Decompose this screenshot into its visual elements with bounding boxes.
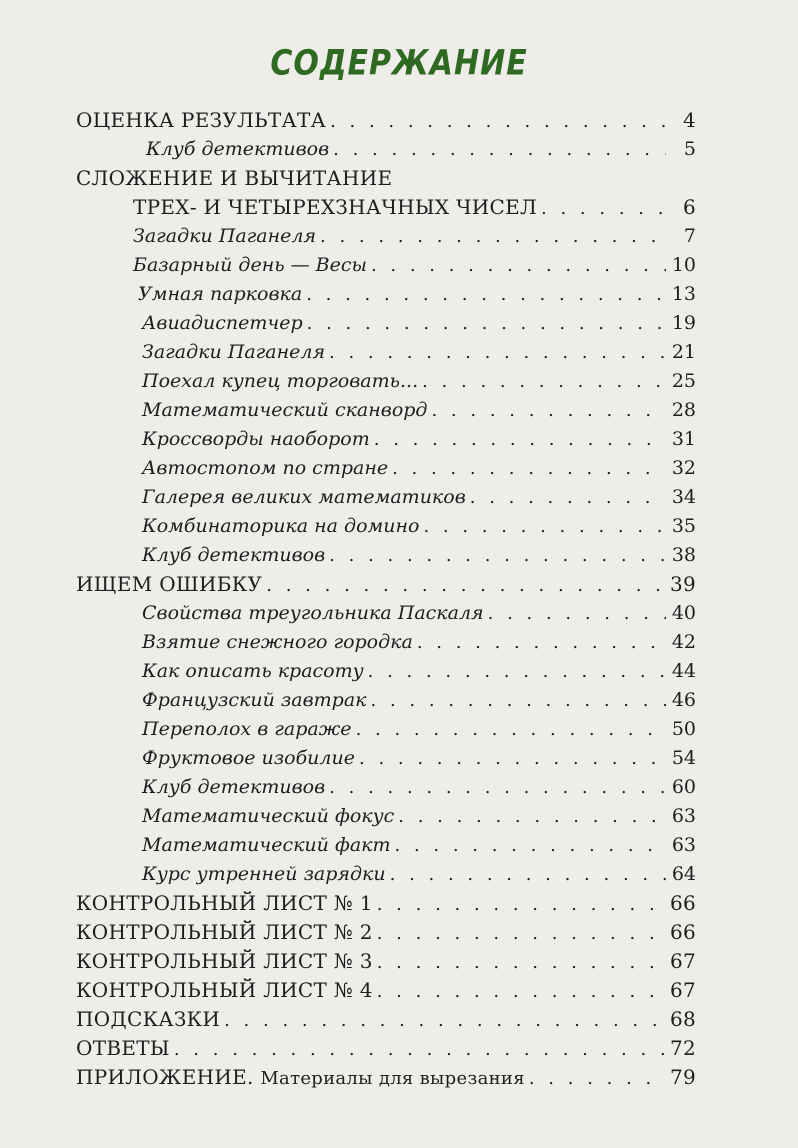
toc-entry-page: 72 xyxy=(669,1036,696,1060)
toc-entry-page: 31 xyxy=(671,428,696,450)
toc-entry-label: Кроссворды наоборот xyxy=(142,428,370,450)
toc-entry-page: 67 xyxy=(669,949,696,973)
toc-entry-label: Курс утренней зарядки xyxy=(142,863,386,885)
dot-leader xyxy=(377,890,664,919)
toc-entry xyxy=(76,947,696,976)
toc-entry-page: 25 xyxy=(671,370,696,392)
toc-entry-page: 28 xyxy=(671,399,696,421)
toc-entry-page: 60 xyxy=(671,776,696,798)
dot-leader xyxy=(356,715,666,744)
dot-leader xyxy=(224,1006,664,1035)
toc-entry xyxy=(76,1005,696,1034)
toc-entry xyxy=(142,657,696,686)
toc-entry-label: Базарный день — Весы xyxy=(133,254,367,276)
dot-leader xyxy=(392,454,666,483)
toc-entry-page: 46 xyxy=(671,689,696,711)
toc-entry xyxy=(142,599,696,628)
toc-entry xyxy=(76,1063,696,1092)
toc-entry-page: 10 xyxy=(671,254,696,276)
toc-entry-page: 50 xyxy=(671,718,696,740)
toc-entry xyxy=(142,396,696,425)
dot-leader xyxy=(359,744,666,773)
dot-leader xyxy=(374,425,666,454)
dot-leader xyxy=(488,599,666,628)
dot-leader xyxy=(330,107,666,136)
toc-entry-label: Загадки Паганеля xyxy=(142,341,326,363)
toc-entry-label: Клуб детективов xyxy=(142,776,326,798)
dot-leader xyxy=(541,194,666,223)
toc-entry-label: ТРЕХ- И ЧЕТЫРЕХЗНАЧНЫХ ЧИСЕЛ xyxy=(133,195,538,219)
toc-entry xyxy=(133,222,696,251)
toc-entry-page: 35 xyxy=(671,515,696,537)
page-title: СОДЕРЖАНИЕ xyxy=(270,43,528,84)
dot-leader xyxy=(395,831,666,860)
toc-entry xyxy=(142,512,696,541)
toc-entry-page: 40 xyxy=(671,602,696,624)
dot-leader xyxy=(431,396,665,425)
toc-entry-page: 32 xyxy=(671,457,696,479)
dot-leader xyxy=(417,628,666,657)
toc-entry-page: 44 xyxy=(671,660,696,682)
toc-entry-label: Как описать красоту xyxy=(142,660,364,682)
toc-entry xyxy=(142,483,696,512)
dot-leader xyxy=(329,541,666,570)
dot-leader xyxy=(174,1035,664,1064)
toc-entry-page: 63 xyxy=(671,834,696,856)
toc-entry-label: Математический фокус xyxy=(142,805,395,827)
dot-leader xyxy=(306,280,666,309)
toc-entry-label: Галерея великих математиков xyxy=(142,486,466,508)
dot-leader xyxy=(371,251,666,280)
toc-entry xyxy=(142,454,696,483)
toc-entry-page: 5 xyxy=(683,138,696,160)
toc-entry-page: 4 xyxy=(682,108,696,132)
toc-entry xyxy=(133,193,696,222)
toc-entry xyxy=(142,860,696,889)
toc-entry-label: Свойства треугольника Паскаля xyxy=(142,602,484,624)
toc-entry-label: КОНТРОЛЬНЫЙ ЛИСТ № 3 xyxy=(76,949,373,973)
toc-entry xyxy=(76,570,696,599)
toc-entry-label: Переполох в гараже xyxy=(142,718,352,740)
toc-entry-page: 13 xyxy=(671,283,696,305)
dot-leader xyxy=(320,222,666,251)
dot-leader xyxy=(333,135,666,164)
toc-entry xyxy=(142,367,696,396)
toc-entry-page: 54 xyxy=(671,747,696,769)
appendix-subtitle: Материалы для вырезания xyxy=(260,1068,525,1089)
toc-entry-page: 79 xyxy=(669,1065,696,1089)
dot-leader xyxy=(307,309,666,338)
dot-leader xyxy=(423,512,665,541)
toc-entry xyxy=(142,802,696,831)
toc-entry xyxy=(142,541,696,570)
toc-entry xyxy=(138,280,696,309)
toc-entry-page: 42 xyxy=(671,631,696,653)
toc-entry xyxy=(142,425,696,454)
toc-entry-label: Поехал купец торговать... xyxy=(142,370,419,392)
toc-entry-label: ИЩЕМ ОШИБКУ xyxy=(76,572,263,596)
toc-entry xyxy=(76,1034,696,1063)
toc-entry-page: 19 xyxy=(671,312,696,334)
toc-entry-label: Загадки Паганеля xyxy=(133,225,317,247)
toc-entry xyxy=(142,628,696,657)
dot-leader xyxy=(377,948,664,977)
toc-entry-page: 67 xyxy=(669,978,696,1002)
toc-entry-label: Авиадиспетчер xyxy=(142,312,303,334)
toc-entry xyxy=(142,338,696,367)
toc-entry-label: КОНТРОЛЬНЫЙ ЛИСТ № 1 xyxy=(76,891,373,915)
toc-entry-page: 64 xyxy=(671,863,696,885)
toc-entry-page: 21 xyxy=(671,341,696,363)
dot-leader xyxy=(398,802,666,831)
toc-entry xyxy=(142,309,696,338)
toc-entry-label: Математический факт xyxy=(142,834,391,856)
toc-entry xyxy=(142,773,696,802)
dot-leader xyxy=(329,338,666,367)
toc-entry xyxy=(142,831,696,860)
toc-entry-label: Фруктовое изобилие xyxy=(142,747,355,769)
toc-entry-label: Умная парковка xyxy=(138,283,303,305)
dot-leader xyxy=(422,367,666,396)
toc-entry-page: 63 xyxy=(671,805,696,827)
toc-entry xyxy=(76,918,696,947)
toc-entry xyxy=(142,686,696,715)
toc-entry-label: Автостопом по стране xyxy=(142,457,389,479)
toc-entry-page: 66 xyxy=(669,891,696,915)
toc-entry-page: 6 xyxy=(682,195,696,219)
toc-entry-label: СЛОЖЕНИЕ И ВЫЧИТАНИЕ xyxy=(76,166,393,190)
dot-leader xyxy=(377,977,664,1006)
toc-entry-label: ПОДСКАЗКИ xyxy=(76,1007,221,1031)
dot-leader xyxy=(329,773,666,802)
toc-entry-label: Клуб детективов xyxy=(142,544,326,566)
toc-entry xyxy=(146,135,696,164)
toc-entry xyxy=(76,106,696,135)
dot-leader xyxy=(368,657,666,686)
toc-entry-label: Клуб детективов xyxy=(146,138,330,160)
toc-entry-page: 34 xyxy=(671,486,696,508)
dot-leader xyxy=(266,571,664,600)
toc-entry xyxy=(76,976,696,1005)
dot-leader xyxy=(529,1064,664,1093)
appendix-label: ПРИЛОЖЕНИЕ. xyxy=(76,1065,254,1089)
toc-entry-label: Математический сканворд xyxy=(142,399,428,421)
dot-leader xyxy=(377,919,664,948)
toc-entry-page: 7 xyxy=(683,225,696,247)
toc-entry xyxy=(76,889,696,918)
toc-entry-label xyxy=(76,1063,525,1093)
toc-entry xyxy=(133,251,696,280)
toc-entry-label: Комбинаторика на домино xyxy=(142,515,420,537)
toc-entry-page: 66 xyxy=(669,920,696,944)
toc-entry-page: 68 xyxy=(669,1007,696,1031)
dot-leader xyxy=(371,686,666,715)
toc-entry-page: 39 xyxy=(669,572,696,596)
toc-entry-label: ОТВЕТЫ xyxy=(76,1036,170,1060)
toc-entry-label: ОЦЕНКА РЕЗУЛЬТАТА xyxy=(76,108,327,132)
dot-leader xyxy=(390,860,666,889)
toc-entry-label: Взятие снежного городка xyxy=(142,631,413,653)
toc-entry-page: 38 xyxy=(671,544,696,566)
toc-entry xyxy=(76,164,696,193)
toc-entry-label: КОНТРОЛЬНЫЙ ЛИСТ № 2 xyxy=(76,920,373,944)
dot-leader xyxy=(470,483,666,512)
toc-entry xyxy=(142,715,696,744)
toc-entry-label: Французский завтрак xyxy=(142,689,367,711)
toc-entry-label: КОНТРОЛЬНЫЙ ЛИСТ № 4 xyxy=(76,978,373,1002)
toc-entry xyxy=(142,744,696,773)
